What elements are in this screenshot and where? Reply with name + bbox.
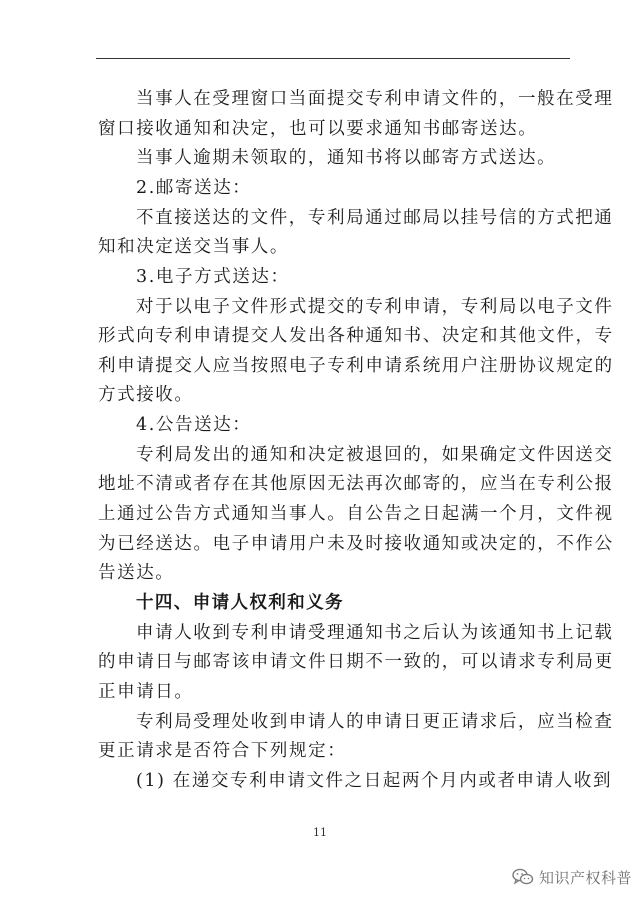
body-line: 更正请求是否符合下列规定： <box>98 741 347 761</box>
list-item: (1) 在递交专利申请文件之日起两个月内或者申请人收到 <box>136 771 613 791</box>
wechat-icon <box>512 868 534 886</box>
body-line: 当事人在受理窗口当面提交专利申请文件的，一般在受理 <box>136 89 614 109</box>
header-rule <box>96 58 570 59</box>
body-line: 的申请日与邮寄该申请文件日期不一致的，可以请求专利局更 <box>98 652 614 672</box>
body-line: 不直接送达的文件，专利局通过邮局以挂号信的方式把通 <box>136 208 614 228</box>
body-line: 窗口接收通知和决定，也可以要求通知书邮寄送达。 <box>98 119 538 139</box>
body-line: 为已经送达。电子申请用户未及时接收通知或决定的，不作公 <box>98 534 614 554</box>
section-label: 4.公告送达： <box>136 415 252 435</box>
body-line: 利申请提交人应当按照电子专利申请系统用户注册协议规定的 <box>98 356 614 376</box>
section-label: 3.电子方式送达： <box>136 267 290 287</box>
body-line: 上通过公告方式通知当事人。自公告之日起满一个月，文件视 <box>98 504 614 524</box>
body-line: 当事人逾期未领取的，通知书将以邮寄方式送达。 <box>136 148 557 168</box>
body-line: 方式接收。 <box>98 385 194 405</box>
section-heading: 十四、申请人权利和义务 <box>136 593 344 613</box>
section-label: 2.邮寄送达： <box>136 178 252 198</box>
body-line: 形式向专利申请提交人发出各种通知书、决定和其他文件，专 <box>98 326 614 346</box>
body-line: 告送达。 <box>98 563 175 583</box>
watermark <box>512 866 632 888</box>
body-line: 专利局受理处收到申请人的申请日更正请求后，应当检查 <box>136 712 614 732</box>
watermark-text: 知识产权科普 <box>539 868 633 887</box>
body-line: 正申请日。 <box>98 682 194 702</box>
body-line: 专利局发出的通知和决定被退回的，如果确定文件因送交 <box>136 445 614 465</box>
body-line: 地址不清或者存在其他原因无法再次邮寄的，应当在专利公报 <box>98 474 614 494</box>
body-line: 知和决定送交当事人。 <box>98 237 289 257</box>
body-line: 对于以电子文件形式提交的专利申请，专利局以电子文件 <box>136 297 614 317</box>
page-number: 11 <box>313 826 327 839</box>
body-line: 申请人收到专利申请受理通知书之后认为该通知书上记载 <box>136 623 614 643</box>
